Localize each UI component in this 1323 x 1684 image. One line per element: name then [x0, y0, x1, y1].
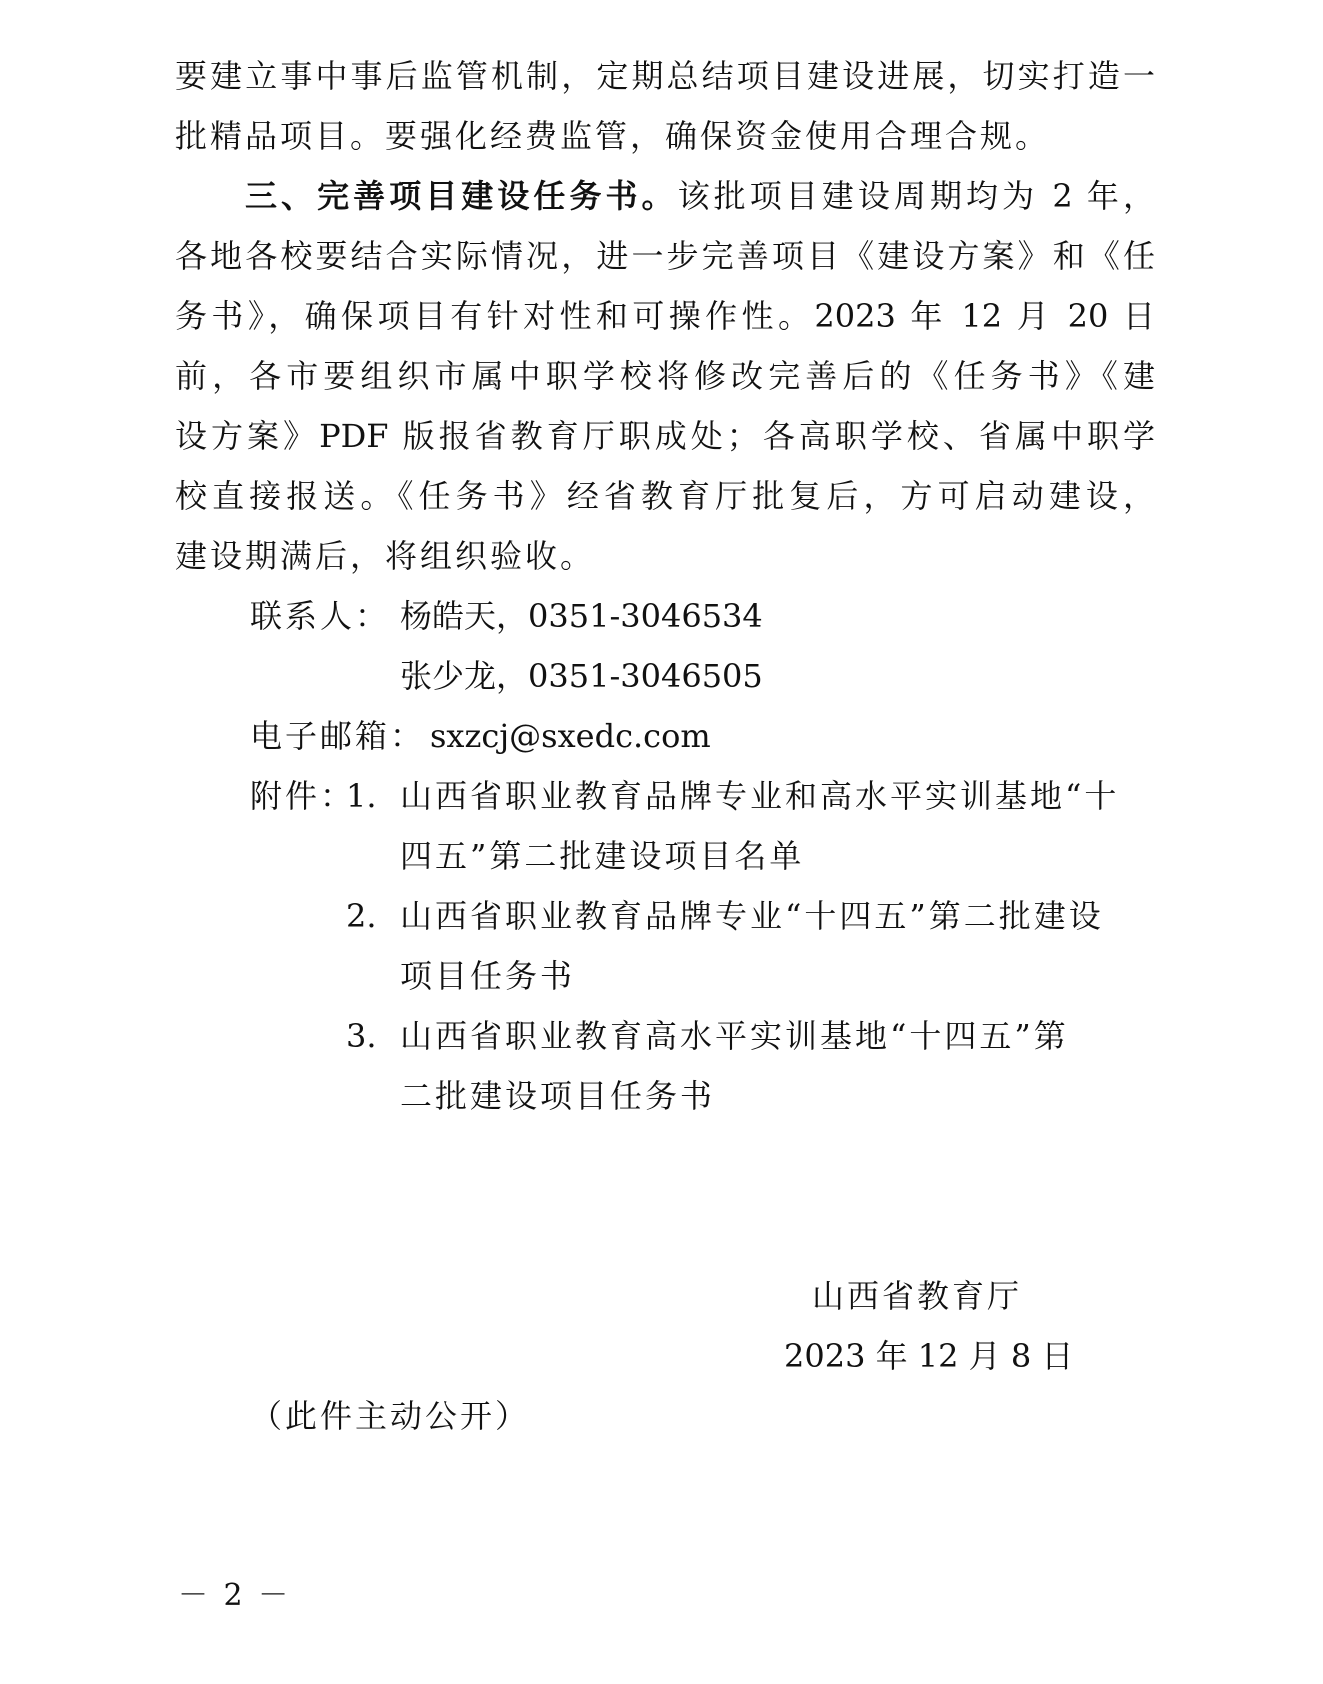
section-3-first-line: [175, 176, 1155, 216]
paragraph-line: 各地各校要结合实际情况，进一步完善项目《建设方案》和《任: [175, 237, 1155, 275]
attachment-number: 1.: [346, 777, 377, 815]
attachment-title-line: 山西省职业教育品牌专业“十四五”第二批建设: [400, 897, 1104, 935]
attachment-title-line: 山西省职业教育品牌专业和高水平实训基地“十: [400, 777, 1120, 815]
paragraph-line: 校直接报送。《任务书》经省教育厅批复后，方可启动建设，: [175, 477, 1155, 515]
attachment-title-line: 二批建设项目任务书: [400, 1077, 716, 1115]
contact-label: 联系人：: [250, 597, 391, 635]
paragraph-line: 务书》，确保项目有针对性和可操作性。2023 年 12 月 20 日: [175, 297, 1155, 335]
paragraph-line: 建设期满后，将组织验收。: [175, 537, 596, 575]
email-label: 电子邮箱：: [250, 717, 426, 755]
attachment-number: 2.: [346, 897, 377, 935]
attachments-label: 附件：: [250, 777, 356, 815]
paragraph-line: 要建立事中事后监管机制，定期总结项目建设进展，切实打造一: [175, 57, 1155, 95]
email-address: sxzcj@sxedc.com: [430, 717, 711, 755]
paragraph-text: 该批项目建设周期均为 2 年，: [677, 177, 1155, 215]
section-3-heading: 三、完善项目建设任务书。: [245, 177, 678, 215]
paragraph-line: 前，各市要组织市属中职学校将修改完善后的《任务书》《建: [175, 357, 1155, 395]
attachment-number: 3.: [346, 1017, 377, 1055]
attachment-title-line: 项目任务书: [400, 957, 576, 995]
attachment-title-line: 山西省职业教育高水平实训基地“十四五”第: [400, 1017, 1069, 1055]
paragraph-line: 批精品项目。要强化经费监管，确保资金使用合理合规。: [175, 117, 1051, 155]
contact-person-1: 杨皓天，0351-3046534: [400, 597, 763, 635]
signature-org: 山西省教育厅: [812, 1277, 1023, 1315]
page-number: － 2 －: [178, 1578, 292, 1613]
contact-person-2: 张少龙，0351-3046505: [400, 657, 763, 695]
disclosure-note: （此件主动公开）: [250, 1397, 531, 1435]
attachment-title-line: 四五”第二批建设项目名单: [400, 837, 805, 875]
paragraph-line: 设方案》PDF 版报省教育厅职成处；各高职学校、省属中职学: [175, 417, 1155, 455]
signature-date: 2023 年 12 月 8 日: [784, 1337, 1074, 1375]
